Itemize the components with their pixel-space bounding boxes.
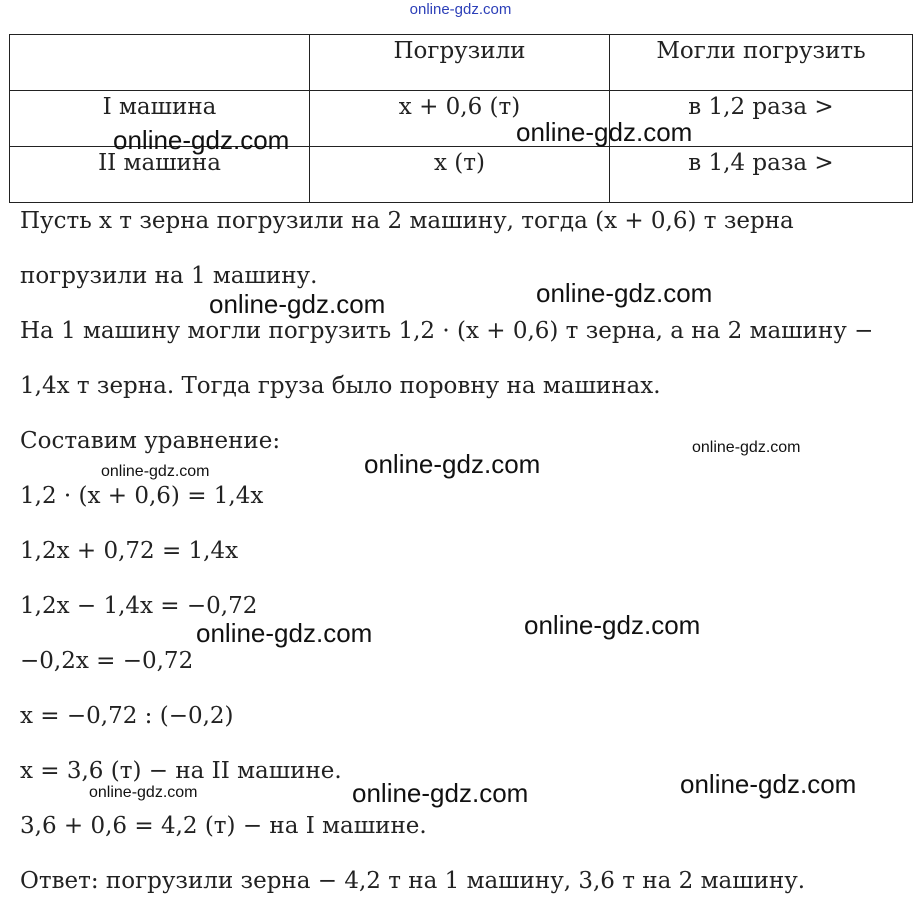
solution-line: 1,4x т зерна. Тогда груза было поровну на машинах. bbox=[20, 373, 661, 399]
solution-line: На 1 машину могли погрузить 1,2 · (x + 0,6) т зерна, а на 2 машину − bbox=[20, 318, 874, 344]
data-table bbox=[9, 34, 913, 203]
solution-line: погрузили на 1 машину. bbox=[20, 263, 318, 289]
watermark: online-gdz.com bbox=[536, 278, 713, 308]
watermark: online-gdz.com bbox=[101, 463, 210, 480]
equation-line: 1,2 · (x + 0,6) = 1,4x bbox=[20, 483, 264, 509]
answer-line: Ответ: погрузили зерна − 4,2 т на 1 машину, 3,6 т на 2 машину. bbox=[20, 868, 806, 894]
table-cell: в 1,4 раза > bbox=[610, 147, 913, 203]
table-cell: x (т) bbox=[310, 147, 610, 203]
equation-line: x = 3,6 (т) − на II машине. bbox=[20, 758, 342, 784]
table-cell: в 1,2 раза > bbox=[610, 91, 913, 147]
equation-line: x = −0,72 : (−0,2) bbox=[20, 703, 234, 729]
table-cell: x + 0,6 (т) bbox=[310, 91, 610, 147]
watermark: online-gdz.com bbox=[209, 289, 386, 319]
watermark: online-gdz.com bbox=[196, 618, 373, 648]
header-watermark: online-gdz.com bbox=[409, 1, 512, 18]
solution-line: Пусть x т зерна погрузили на 2 машину, тогда (x + 0,6) т зерна bbox=[20, 208, 794, 234]
table-header-cell bbox=[10, 35, 310, 91]
watermark: online-gdz.com bbox=[352, 778, 529, 808]
equation-line: 1,2x − 1,4x = −0,72 bbox=[20, 593, 258, 619]
table-cell: II машина bbox=[10, 147, 310, 203]
watermark: online-gdz.com bbox=[524, 610, 701, 640]
watermark: online-gdz.com bbox=[364, 449, 541, 479]
table-cell: I машина bbox=[10, 91, 310, 147]
watermark: online-gdz.com bbox=[692, 439, 801, 456]
equation-line: 3,6 + 0,6 = 4,2 (т) − на I машине. bbox=[20, 813, 427, 839]
table-header-row bbox=[10, 35, 913, 91]
watermark: online-gdz.com bbox=[516, 117, 693, 147]
solution-line: Составим уравнение: bbox=[20, 428, 281, 454]
watermark: online-gdz.com bbox=[113, 125, 290, 155]
watermark: online-gdz.com bbox=[89, 784, 198, 801]
watermark: online-gdz.com bbox=[680, 769, 857, 799]
table-header-cell: Могли погрузить bbox=[610, 35, 913, 91]
equation-line: −0,2x = −0,72 bbox=[20, 648, 194, 674]
equation-line: 1,2x + 0,72 = 1,4x bbox=[20, 538, 239, 564]
table-header-cell: Погрузили bbox=[310, 35, 610, 91]
